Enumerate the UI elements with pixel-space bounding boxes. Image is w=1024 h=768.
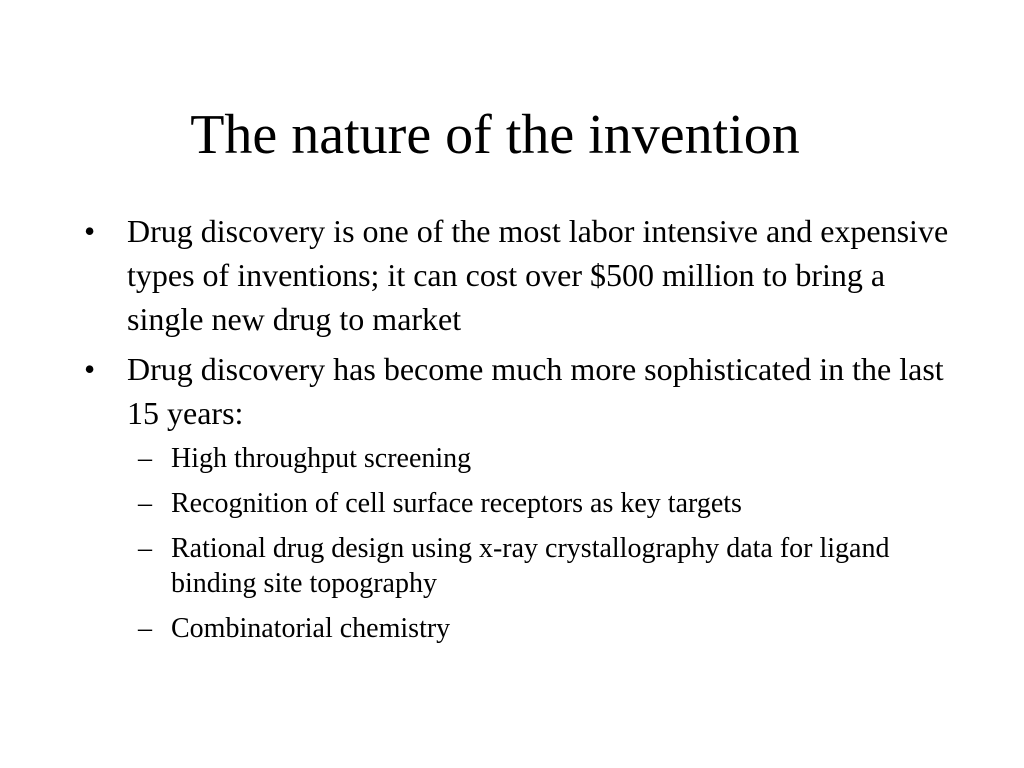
sub-bullet-item	[84, 441, 954, 476]
sub-bullet-list	[84, 441, 954, 646]
sub-bullet-item	[84, 486, 954, 521]
sub-bullet-item	[84, 531, 954, 601]
sub-bullet-marker: –	[138, 443, 152, 474]
sub-bullet-text: Recognition of cell surface receptors as key targets	[171, 488, 742, 519]
sub-bullet-marker: –	[138, 533, 152, 564]
bullet-marker: •	[84, 351, 96, 387]
bullet-item	[84, 347, 954, 435]
slide-body	[84, 209, 954, 656]
bullet-text: Drug discovery has become much more sophisticated in the last 15 years:	[127, 351, 944, 431]
sub-bullet-marker: –	[138, 613, 152, 644]
bullet-item	[84, 209, 954, 341]
sub-bullet-item	[84, 611, 954, 646]
sub-bullet-text: Rational drug design using x-ray crystallography data for ligand binding site topography	[171, 533, 890, 599]
sub-bullet-text: High throughput screening	[171, 443, 472, 474]
bullet-text: Drug discovery is one of the most labor intensive and expensive types of inventions; it can cost over $500 million to bring a single new drug to market	[127, 213, 949, 337]
sub-bullet-text: Combinatorial chemistry	[171, 613, 451, 644]
sub-bullet-marker: –	[138, 488, 152, 519]
slide-title: The nature of the invention	[190, 104, 800, 166]
bullet-marker: •	[84, 213, 96, 249]
